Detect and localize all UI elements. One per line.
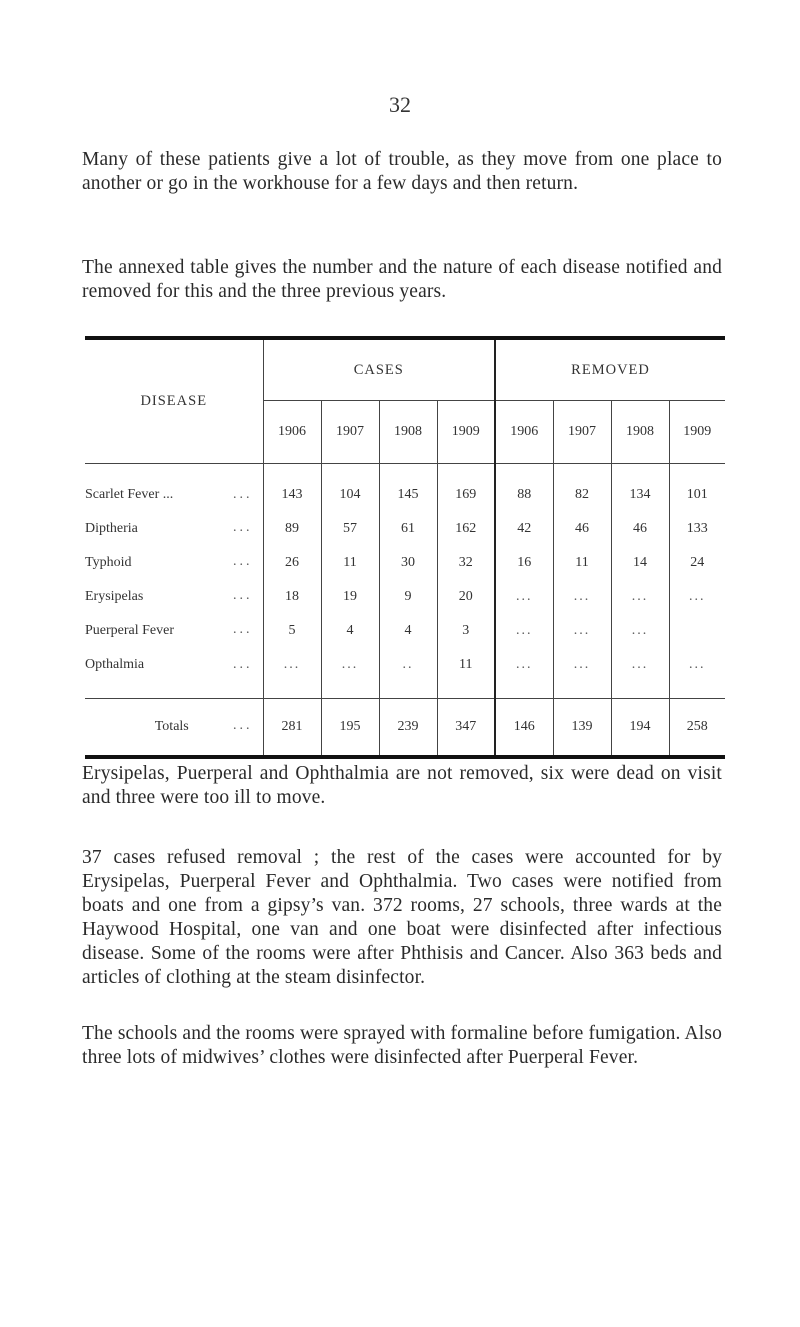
- total-cases-cell: 239: [379, 699, 437, 758]
- removed-cell: ...: [495, 614, 553, 648]
- cases-year-header: 1906: [263, 401, 321, 464]
- table-row: [85, 580, 725, 614]
- cases-cell: 30: [379, 546, 437, 580]
- cases-cell: 104: [321, 464, 379, 513]
- table-row: [85, 512, 725, 546]
- cases-cell: 143: [263, 464, 321, 513]
- removed-cell: ...: [553, 614, 611, 648]
- cases-year-header: 1908: [379, 401, 437, 464]
- removed-cell: 11: [553, 546, 611, 580]
- total-removed-cell: 258: [669, 699, 725, 758]
- disease-name: Scarlet Fever ... ...: [85, 487, 253, 502]
- table-row: [85, 546, 725, 580]
- cases-cell: ...: [321, 648, 379, 699]
- cases-cell: 11: [437, 648, 495, 699]
- totals-label: Totals ...: [154, 718, 253, 734]
- cases-cell: 9: [379, 580, 437, 614]
- disease-name: Opthalmia ...: [85, 657, 253, 672]
- table-row: [85, 648, 725, 699]
- removed-cell: ...: [495, 648, 553, 699]
- disease-table: [85, 336, 725, 759]
- cases-cell: 3: [437, 614, 495, 648]
- total-cases-cell: 281: [263, 699, 321, 758]
- removed-cell: [669, 614, 725, 648]
- paragraph-table-intro: The annexed table gives the number and the nature of each disease notified and removed for this and the three previous years.: [82, 257, 722, 302]
- cases-cell: 162: [437, 512, 495, 546]
- cases-cell: 61: [379, 512, 437, 546]
- page-number: 32: [389, 92, 411, 117]
- removed-cell: 101: [669, 464, 725, 513]
- disease-name: Puerperal Fever ...: [85, 622, 253, 638]
- cases-cell: 18: [263, 580, 321, 614]
- disease-name: Erysipelas ...: [85, 588, 253, 604]
- paragraph-fumigation: The schools and the rooms were sprayed with formaline before fumigation. Also three lots of midwives’ clothes were disinfected after Puerperal Fever.: [82, 1023, 722, 1068]
- removed-cell: 133: [669, 512, 725, 546]
- disease-name: Typhoid ...: [85, 554, 253, 570]
- removed-cell: 82: [553, 464, 611, 513]
- cases-cell: 26: [263, 546, 321, 580]
- removed-cell: 46: [611, 512, 669, 546]
- cases-year-header: 1907: [321, 401, 379, 464]
- removed-cell: 46: [553, 512, 611, 546]
- cases-cell: 89: [263, 512, 321, 546]
- cases-cell: 11: [321, 546, 379, 580]
- cases-cell: ...: [263, 648, 321, 699]
- cases-cell: 145: [379, 464, 437, 513]
- removed-cell: ...: [553, 580, 611, 614]
- cases-cell: 19: [321, 580, 379, 614]
- total-removed-cell: 139: [553, 699, 611, 758]
- removed-cell: ...: [669, 648, 725, 699]
- total-removed-cell: 194: [611, 699, 669, 758]
- removed-cell: ...: [611, 648, 669, 699]
- table-row: [85, 614, 725, 648]
- paragraph-patients-trouble: Many of these patients give a lot of trouble, as they move from one place to another or go in the workhouse for a few days and then return.: [82, 149, 722, 194]
- total-removed-cell: 146: [495, 699, 553, 758]
- cases-cell: 4: [321, 614, 379, 648]
- totals-row: [85, 699, 725, 758]
- removed-cell: ...: [495, 580, 553, 614]
- disease-name: Diptheria ...: [85, 520, 253, 536]
- removed-cell: ...: [553, 648, 611, 699]
- removed-cell: 16: [495, 546, 553, 580]
- removed-cell: ...: [611, 614, 669, 648]
- removed-cell: 14: [611, 546, 669, 580]
- removed-cell: 134: [611, 464, 669, 513]
- cases-cell: 20: [437, 580, 495, 614]
- removed-cell: 88: [495, 464, 553, 513]
- cases-cell: 4: [379, 614, 437, 648]
- total-cases-cell: 347: [437, 699, 495, 758]
- cases-cell: 57: [321, 512, 379, 546]
- paragraph-not-removed: Erysipelas, Puerperal and Ophthalmia are not removed, six were dead on visit and three were too ill to move.: [82, 763, 722, 808]
- cases-cell: 5: [263, 614, 321, 648]
- removed-cell: ...: [669, 580, 725, 614]
- removed-year-header: 1906: [495, 401, 553, 464]
- cases-cell: ..: [379, 648, 437, 699]
- removed-year-header: 1907: [553, 401, 611, 464]
- cases-cell: 169: [437, 464, 495, 513]
- removed-cell: ...: [611, 580, 669, 614]
- removed-year-header: 1908: [611, 401, 669, 464]
- cases-year-header: 1909: [437, 401, 495, 464]
- removed-cell: 42: [495, 512, 553, 546]
- removed-group-header: REMOVED: [495, 338, 725, 401]
- paragraph-disinfection: 37 cases refused removal ; the rest of the cases were accounted for by Erysipelas, Puerperal Fever and Ophthalmia. Two cases were notified from boats and one from a gipsy’s van. 372 rooms, 27 schools, three wards at the Haywood Hospital, one van and one boat were disinfected after infectious disease. Some of the rooms were after Phthisis and Cancer. Also 363 beds and articles of clothing at the steam disinfector.: [82, 847, 722, 988]
- disease-column-header: DISEASE: [140, 393, 208, 409]
- cases-cell: 32: [437, 546, 495, 580]
- table-row: [85, 464, 725, 513]
- cases-group-header: CASES: [263, 338, 495, 401]
- removed-year-header: 1909: [669, 401, 725, 464]
- total-cases-cell: 195: [321, 699, 379, 758]
- removed-cell: 24: [669, 546, 725, 580]
